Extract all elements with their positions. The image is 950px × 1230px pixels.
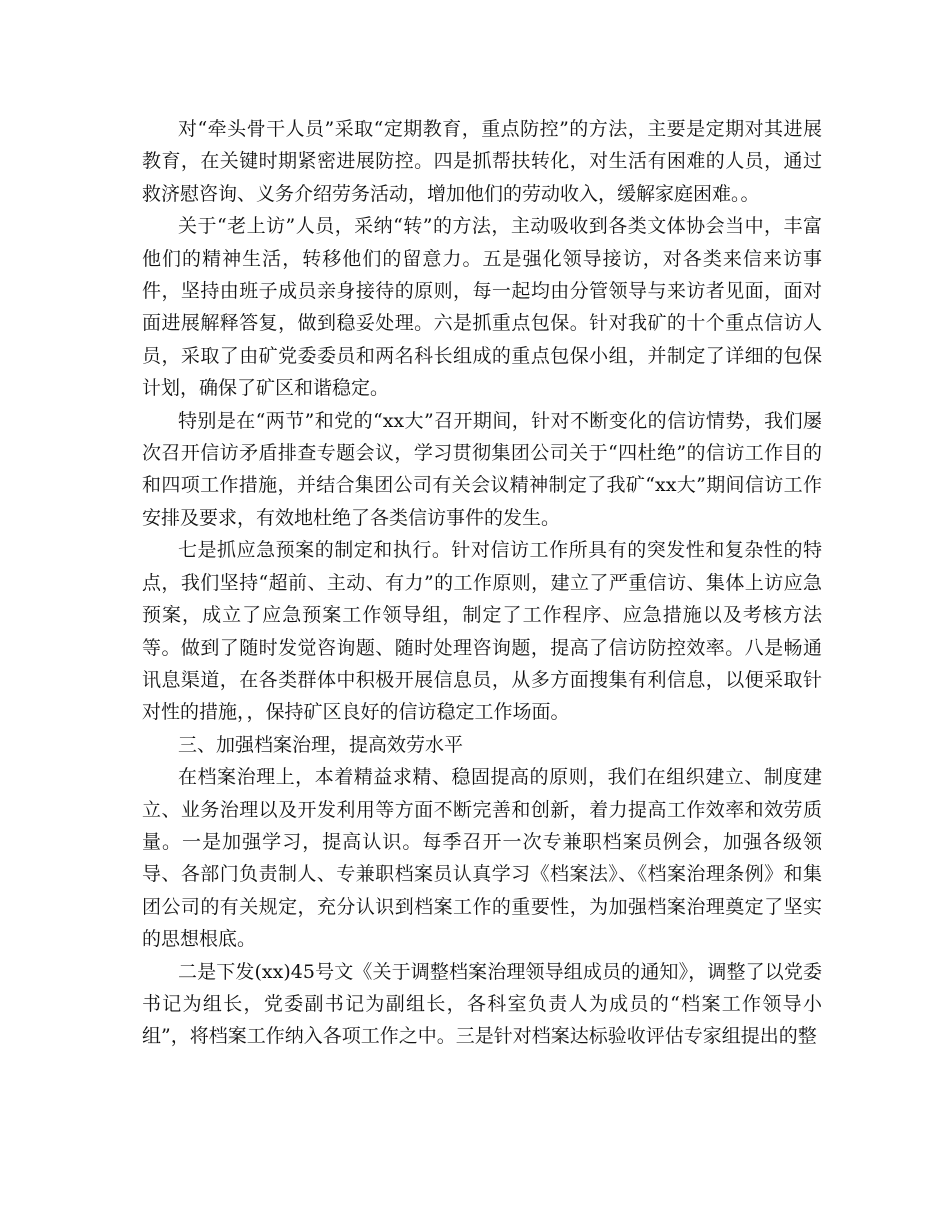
- document-body: [142, 113, 822, 1053]
- paragraph-5: 在档案治理上，本着精益求精、稳固提高的原则，我们在组织建立、制度建立、业务治理以及开发利用等方面不断完善和创新，着力提高工作效率和效劳质量。一是加强学习，提高认识。每季召开一次专兼职档案员例会，加强各级领导、各部门负责制人、专兼职档案员认真学习《档案法》、《档案治理条例》和集团公司的有关规定，充分认识到档案工作的重要性，为加强档案治理奠定了坚实的思想根底。: [142, 766, 822, 951]
- section-heading: 三、加强档案治理，提高效劳水平: [178, 733, 464, 756]
- paragraph-1: 对“牵头骨干人员”采取“定期教育，重点防控”的方法，主要是定期对其进展教育，在关键时期紧密进展防控。四是抓帮扶转化，对生活有困难的人员，通过救济慰咨询、义务介绍劳务活动，增加他们的劳动收入，缓解家庭困难。。: [142, 118, 822, 205]
- paragraph-2: 关于“老上访”人员，采纳“转”的方法，主动吸收到各类文体协会当中，丰富他们的精神生活，转移他们的留意力。五是强化领导接访，对各类来信来访事件，坚持由班子成员亲身接待的原则，每一起均由分管领导与来访者见面，面对面进展解释答复，做到稳妥处理。六是抓重点包保。针对我矿的十个重点信访人员，采取了由矿党委委员和两名科长组成的重点包保小组，并制定了详细的包保计划，确保了矿区和谐稳定。: [142, 215, 822, 400]
- paragraph-3: 特别是在“两节”和党的“xx大”召开期间，针对不断变化的信访情势，我们屡次召开信访矛盾排查专题会议，学习贯彻集团公司关于“四杜绝”的信访工作目的和四项工作措施，并结合集团公司有关会议精神制定了我矿“xx大”期间信访工作安排及要求，有效地杜绝了各类信访事件的发生。: [142, 409, 822, 529]
- paragraph-6: 二是下发(xx)45号文《关于调整档案治理领导组成员的通知》，调整了以党委书记为组长，党委副书记为副组长，各科室负责人为成员的“档案工作领导小组”，将档案工作纳入各项工作之中。三是针对档案达标验收评估专家组提出的整: [142, 960, 822, 1048]
- paragraph-4: 七是抓应急预案的制定和执行。针对信访工作所具有的突发性和复杂性的特点，我们坚持“超前、主动、有力”的工作原则，建立了严重信访、集体上访应急预案，成立了应急预案工作领导组，制定了工作程序、应急措施以及考核方法等。做到了随时发觉咨询题、随时处理咨询题，提高了信访防控效率。八是畅通讯息渠道，在各类群体中积极开展信息员，从多方面搜集有利信息，以便采取针对性的措施，，保持矿区良好的信访稳定工作场面。: [142, 539, 822, 724]
